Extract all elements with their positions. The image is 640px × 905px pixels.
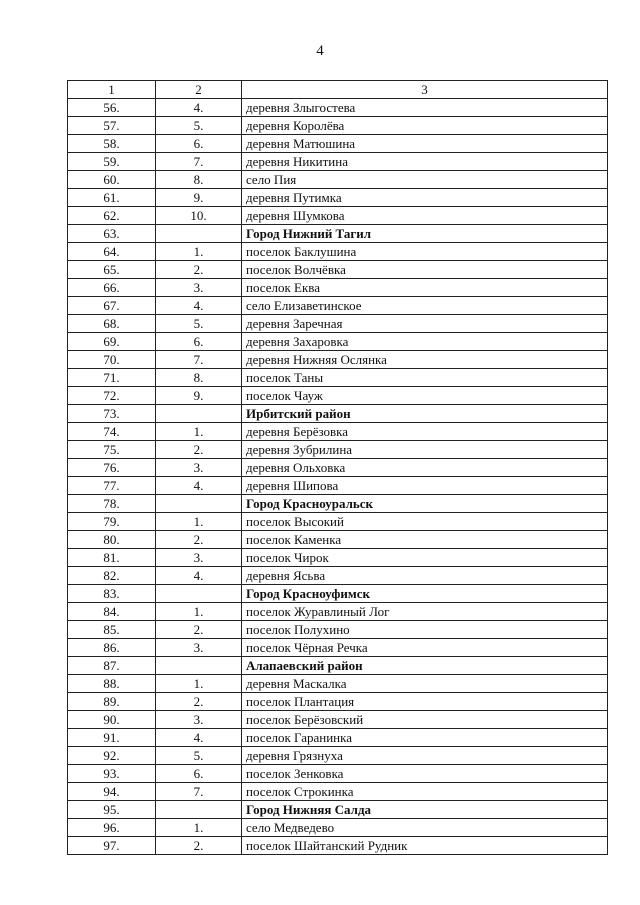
section-row [68,225,608,243]
sub-number: 3. [156,639,242,657]
table-row [68,783,608,801]
sub-number [156,657,242,675]
table-row [68,531,608,549]
table-row [68,99,608,117]
settlement-name: деревня Ольховка [242,459,608,477]
row-number: 90. [68,711,156,729]
sub-number: 7. [156,153,242,171]
sub-number: 7. [156,351,242,369]
row-number: 84. [68,603,156,621]
row-number: 97. [68,837,156,855]
sub-number: 1. [156,513,242,531]
row-number: 59. [68,153,156,171]
table-row [68,513,608,531]
section-title: Город Красноуфимск [242,585,608,603]
row-number: 71. [68,369,156,387]
column-header-1: 1 [68,81,156,99]
section-row [68,495,608,513]
sub-number: 4. [156,729,242,747]
row-number: 63. [68,225,156,243]
settlement-name: поселок Полухино [242,621,608,639]
row-number: 96. [68,819,156,837]
table-row [68,693,608,711]
settlement-name: село Пия [242,171,608,189]
sub-number: 9. [156,387,242,405]
row-number: 76. [68,459,156,477]
table-row [68,621,608,639]
sub-number: 8. [156,171,242,189]
sub-number [156,495,242,513]
section-title: Ирбитский район [242,405,608,423]
section-row [68,405,608,423]
row-number: 91. [68,729,156,747]
row-number: 93. [68,765,156,783]
settlement-name: поселок Еква [242,279,608,297]
settlement-name: поселок Шайтанский Рудник [242,837,608,855]
row-number: 56. [68,99,156,117]
sub-number: 4. [156,567,242,585]
table-row [68,423,608,441]
row-number: 82. [68,567,156,585]
row-number: 95. [68,801,156,819]
table-row [68,765,608,783]
table-row [68,333,608,351]
sub-number: 2. [156,837,242,855]
sub-number: 6. [156,135,242,153]
settlement-name: село Медведево [242,819,608,837]
table-row [68,477,608,495]
table-row [68,729,608,747]
settlement-name: поселок Баклушина [242,243,608,261]
row-number: 57. [68,117,156,135]
row-number: 61. [68,189,156,207]
sub-number: 3. [156,459,242,477]
settlement-name: деревня Путимка [242,189,608,207]
table-row [68,603,608,621]
table-row [68,189,608,207]
section-row [68,657,608,675]
row-number: 94. [68,783,156,801]
settlement-name: деревня Злыгостева [242,99,608,117]
sub-number [156,405,242,423]
table-row [68,567,608,585]
table-row [68,819,608,837]
table-header-row [68,81,608,99]
settlement-name: село Елизаветинское [242,297,608,315]
sub-number: 8. [156,369,242,387]
table-row [68,135,608,153]
row-number: 88. [68,675,156,693]
settlement-name: деревня Зубрилина [242,441,608,459]
sub-number: 1. [156,603,242,621]
section-title: Город Нижний Тагил [242,225,608,243]
row-number: 69. [68,333,156,351]
sub-number: 6. [156,333,242,351]
settlement-name: деревня Заречная [242,315,608,333]
sub-number: 5. [156,747,242,765]
sub-number: 3. [156,549,242,567]
row-number: 64. [68,243,156,261]
settlement-name: поселок Чауж [242,387,608,405]
section-title: Город Нижняя Салда [242,801,608,819]
settlements-table [67,80,608,855]
table-row [68,207,608,225]
sub-number: 3. [156,711,242,729]
table-row [68,279,608,297]
column-header-2: 2 [156,81,242,99]
section-title: Алапаевский район [242,657,608,675]
sub-number [156,225,242,243]
settlement-name: поселок Берёзовский [242,711,608,729]
settlement-name: деревня Грязнуха [242,747,608,765]
row-number: 86. [68,639,156,657]
settlement-name: деревня Нижняя Ослянка [242,351,608,369]
row-number: 77. [68,477,156,495]
row-number: 58. [68,135,156,153]
sub-number: 4. [156,99,242,117]
row-number: 89. [68,693,156,711]
table-row [68,387,608,405]
table-row [68,675,608,693]
settlement-name: поселок Плантация [242,693,608,711]
sub-number: 5. [156,117,242,135]
sub-number: 2. [156,531,242,549]
sub-number: 4. [156,297,242,315]
settlement-name: деревня Никитина [242,153,608,171]
settlement-name: деревня Шипова [242,477,608,495]
settlement-name: деревня Королёва [242,117,608,135]
row-number: 68. [68,315,156,333]
row-number: 73. [68,405,156,423]
row-number: 62. [68,207,156,225]
table-row [68,459,608,477]
sub-number [156,801,242,819]
row-number: 78. [68,495,156,513]
settlement-name: деревня Берёзовка [242,423,608,441]
table-row [68,351,608,369]
table-row [68,153,608,171]
sub-number: 2. [156,693,242,711]
settlement-name: деревня Шумкова [242,207,608,225]
row-number: 87. [68,657,156,675]
row-number: 66. [68,279,156,297]
settlement-name: поселок Высокий [242,513,608,531]
row-number: 85. [68,621,156,639]
sub-number [156,585,242,603]
settlement-name: поселок Чирок [242,549,608,567]
table-row [68,441,608,459]
sub-number: 2. [156,441,242,459]
table-row [68,171,608,189]
table-body [68,81,608,855]
sub-number: 2. [156,621,242,639]
settlement-name: поселок Гаранинка [242,729,608,747]
row-number: 83. [68,585,156,603]
section-title: Город Красноуральск [242,495,608,513]
sub-number: 7. [156,783,242,801]
table-row [68,747,608,765]
settlement-name: поселок Зенковка [242,765,608,783]
table-row [68,837,608,855]
settlement-name: деревня Матюшина [242,135,608,153]
table-row [68,117,608,135]
settlement-name: деревня Ясьва [242,567,608,585]
row-number: 74. [68,423,156,441]
sub-number: 6. [156,765,242,783]
row-number: 75. [68,441,156,459]
page-number: 4 [316,43,324,59]
row-number: 80. [68,531,156,549]
sub-number: 1. [156,675,242,693]
sub-number: 2. [156,261,242,279]
table-row [68,549,608,567]
section-row [68,801,608,819]
table-row [68,261,608,279]
sub-number: 1. [156,819,242,837]
table-row [68,639,608,657]
sub-number: 3. [156,279,242,297]
settlement-name: поселок Таны [242,369,608,387]
row-number: 65. [68,261,156,279]
sub-number: 4. [156,477,242,495]
row-number: 79. [68,513,156,531]
row-number: 81. [68,549,156,567]
row-number: 60. [68,171,156,189]
table-row [68,711,608,729]
settlement-name: поселок Чёрная Речка [242,639,608,657]
sub-number: 9. [156,189,242,207]
table-row [68,297,608,315]
settlement-name: поселок Журавлиный Лог [242,603,608,621]
table-row [68,315,608,333]
table-row [68,369,608,387]
column-header-3: 3 [242,81,608,99]
settlement-name: поселок Строкинка [242,783,608,801]
settlement-name: деревня Захаровка [242,333,608,351]
sub-number: 5. [156,315,242,333]
row-number: 67. [68,297,156,315]
section-row [68,585,608,603]
row-number: 92. [68,747,156,765]
sub-number: 1. [156,243,242,261]
row-number: 72. [68,387,156,405]
settlement-name: поселок Волчёвка [242,261,608,279]
row-number: 70. [68,351,156,369]
sub-number: 1. [156,423,242,441]
settlement-name: поселок Каменка [242,531,608,549]
table-row [68,243,608,261]
settlement-name: деревня Маскалка [242,675,608,693]
sub-number: 10. [156,207,242,225]
